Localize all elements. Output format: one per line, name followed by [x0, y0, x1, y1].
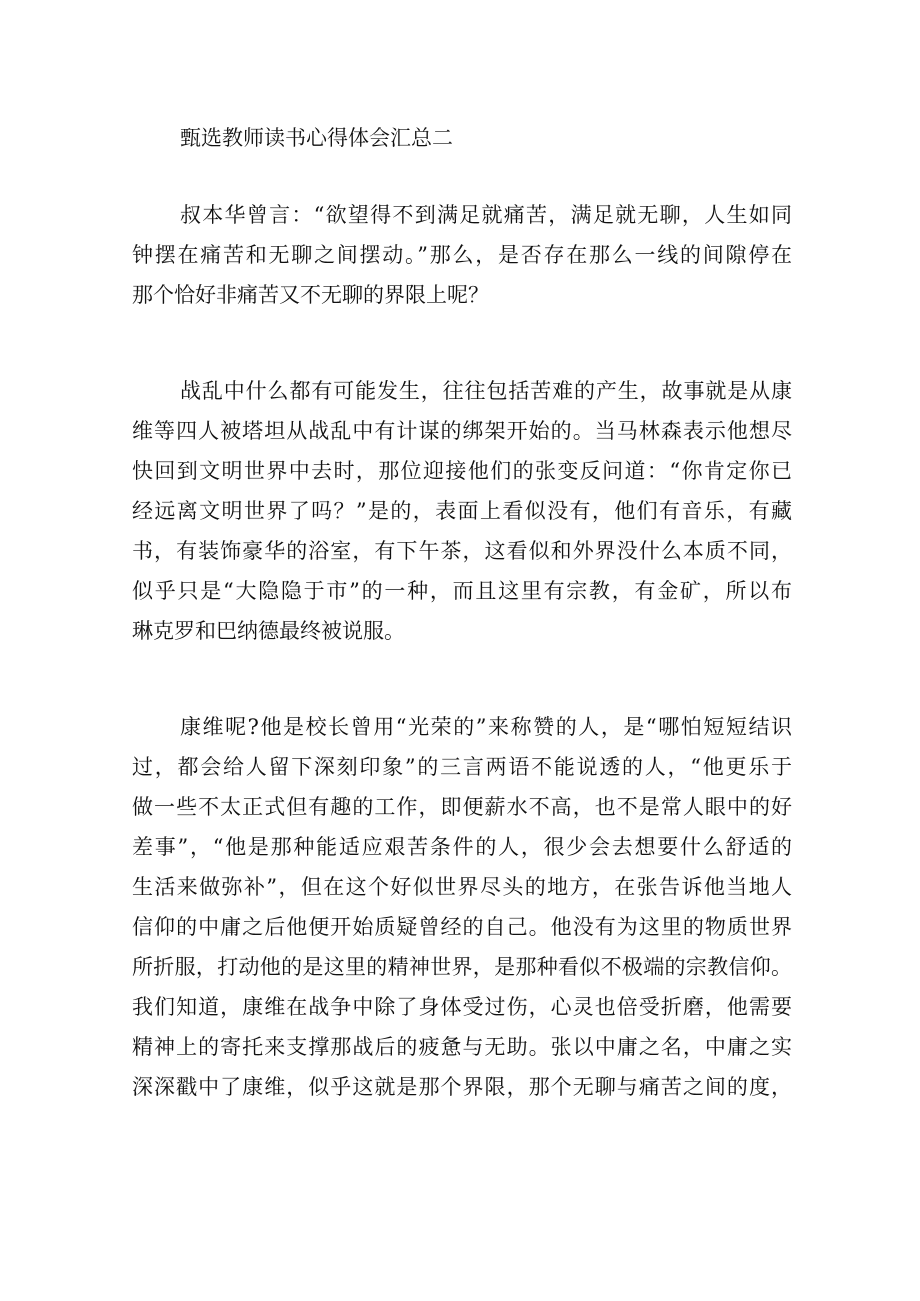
paragraph-2 — [132, 371, 792, 651]
paragraph-line: 信仰的中庸之后他便开始质疑曾经的自己。他没有为这里的物质世界 — [132, 915, 792, 939]
paragraph-line: 快回到文明世界中去时，那位迎接他们的张变反问道：“你肯定你已 — [132, 459, 792, 483]
paragraph-line: 战乱中什么都有可能发生，往往包括苦难的产生，故事就是从康 — [180, 379, 792, 403]
paragraph-3 — [132, 707, 792, 1107]
paragraph-line: 所折服，打动他的是这里的精神世界，是那种看似不极端的宗教信仰。 — [132, 955, 792, 979]
paragraph-line: 生活来做弥补”，但在这个好似世界尽头的地方，在张告诉他当地人 — [132, 875, 792, 899]
paragraph-line: 似乎只是“大隐隐于市”的一种，而且这里有宗教，有金矿，所以布 — [132, 579, 792, 603]
paragraph-line: 深深戳中了康维，似乎这就是那个界限，那个无聊与痛苦之间的度， — [132, 1075, 792, 1099]
paragraph-line: 差事”，“他是那种能适应艰苦条件的人，很少会去想要什么舒适的 — [132, 835, 792, 859]
paragraph-line: 那个恰好非痛苦又不无聊的界限上呢？ — [132, 283, 489, 307]
paragraph-1 — [132, 195, 792, 315]
paragraph-line: 钟摆在痛苦和无聊之间摆动。”那么，是否存在那么一线的间隙停在 — [132, 243, 792, 267]
paragraph-line: 我们知道，康维在战争中除了身体受过伤，心灵也倍受折磨，他需要 — [132, 995, 792, 1019]
paragraph-line: 做一些不太正式但有趣的工作，即便薪水不高，也不是常人眼中的好 — [132, 795, 792, 819]
paragraph-line: 经远离文明世界了吗？”是的，表面上看似没有，他们有音乐，有藏 — [132, 499, 792, 523]
paragraph-line: 康维呢?他是校长曾用“光荣的”来称赞的人，是“哪怕短短结识 — [180, 715, 792, 739]
paragraph-line: 书，有装饰豪华的浴室，有下午茶，这看似和外界没什么本质不同， — [132, 539, 792, 563]
paragraph-line: 精神上的寄托来支撑那战后的疲惫与无助。张以中庸之名，中庸之实 — [132, 1035, 792, 1059]
paragraph-line: 过，都会给人留下深刻印象”的三言两语不能说透的人，“他更乐于 — [132, 755, 792, 779]
paragraph-line: 琳克罗和巴纳德最终被说服。 — [132, 619, 405, 643]
paragraph-line: 叔本华曾言：“欲望得不到满足就痛苦，满足就无聊，人生如同 — [180, 203, 792, 227]
paragraph-line: 维等四人被塔坦从战乱中有计谋的绑架开始的。当马林森表示他想尽 — [132, 419, 792, 443]
document-title: 甄选教师读书心得体会汇总二 — [180, 126, 453, 150]
